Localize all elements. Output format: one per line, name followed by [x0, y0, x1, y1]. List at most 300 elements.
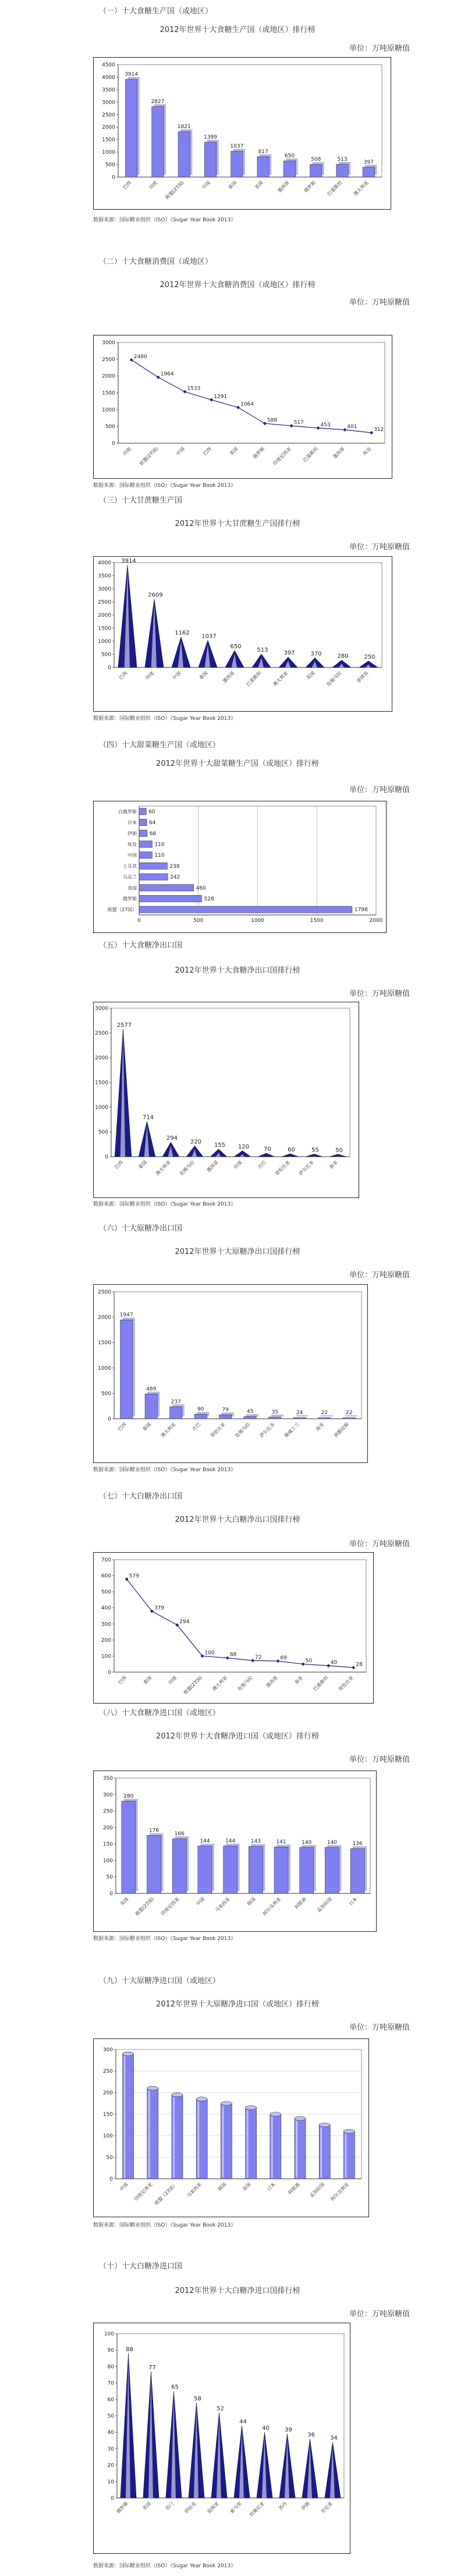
chart-title-4: 2012年世界十大甜菜糖生产国（或地区）排行榜	[155, 759, 320, 768]
x-tick-label: 日本	[266, 2182, 277, 2192]
y-tick-label: 20	[107, 2462, 114, 2469]
y-tick-label: 500	[105, 162, 115, 168]
unit-label-9: 单位：万吨原糖值	[349, 2023, 410, 2032]
x-tick-label: 澳大利亚	[211, 1675, 229, 1692]
bar	[145, 1394, 157, 1419]
x-tick-label: 印度尼西亚	[272, 446, 293, 467]
data-point	[327, 1664, 330, 1667]
data-point	[210, 398, 213, 402]
x-tick-label: 南非	[314, 1422, 325, 1432]
chart-title-3: 2012年世界十大甘蔗糖生产国排行榜	[175, 520, 300, 528]
source-note-5: 数据来源：国际糖业组织（ISO）《Sugar Year Book 2013》	[93, 1202, 236, 1207]
section-heading-9: （九）十大原糖净进口国（或地区）	[99, 1977, 221, 1985]
x-tick-label: 美国	[228, 446, 239, 457]
data-label: 280	[123, 1793, 134, 1800]
x-tick-label: 危地马拉	[178, 1160, 196, 1177]
bar-highlight	[320, 2128, 322, 2178]
bar-highlight	[148, 2091, 150, 2178]
x-tick-label: 美国	[119, 1896, 130, 1907]
chart-2-svg	[94, 335, 392, 478]
data-label: 35	[271, 1409, 278, 1415]
bar	[300, 1847, 314, 1893]
bar	[204, 142, 216, 177]
y-tick-label: 2000	[102, 125, 115, 131]
data-label: 2609	[148, 592, 163, 599]
unit-label-6: 单位：万吨原糖值	[349, 1271, 410, 1280]
data-label: 1037	[230, 143, 244, 150]
bar	[198, 1846, 212, 1893]
data-point	[317, 426, 320, 430]
section-heading-7: （七）十大白糖净出口国	[99, 1492, 183, 1501]
section-heading-8: （八）十大食糖净进口国（或地区）	[99, 1709, 221, 1718]
bar	[336, 164, 348, 177]
bar	[139, 895, 201, 902]
data-label: 370	[310, 651, 322, 658]
y-tick-label: 0	[108, 1670, 111, 1676]
data-label: 88	[229, 1652, 237, 1658]
x-tick-label: 墨西哥	[222, 670, 236, 684]
data-label: 50	[335, 1147, 343, 1154]
y-tick-label: 200	[102, 1825, 113, 1831]
data-label: 588	[267, 418, 278, 424]
x-tick-label: 俄罗斯	[251, 446, 266, 460]
section-heading-10: （十）十大白糖净进口国	[99, 2262, 183, 2271]
x-tick-label: 500	[193, 918, 204, 924]
y-tick-label: 50	[106, 1874, 113, 1881]
bar	[258, 1153, 275, 1157]
x-tick-label: 泰国	[198, 670, 209, 681]
bar	[194, 1414, 207, 1419]
y-tick-label: 500	[101, 1589, 111, 1596]
data-label: 1798	[354, 907, 368, 913]
y-tick-label: 0	[108, 665, 111, 671]
y-tick-label: 80	[107, 2364, 114, 2370]
chart-2	[93, 335, 392, 479]
x-tick-label: 斯威士兰	[283, 1422, 301, 1439]
bar	[363, 167, 374, 177]
data-label: 220	[190, 1139, 202, 1146]
source-note-3: 数据来源：国际糖业组织（ISO）《Sugar Year Book 2013》	[93, 716, 236, 722]
x-tick-label: 危地马拉	[236, 1675, 254, 1692]
data-label: 110	[154, 842, 165, 848]
x-tick-label: 美国	[305, 670, 316, 681]
bar	[139, 885, 194, 891]
data-label: 45	[247, 1409, 254, 1415]
data-label: 141	[276, 1839, 286, 1846]
data-label: 489	[146, 1386, 157, 1393]
data-point	[290, 424, 293, 427]
bar-highlight	[345, 2134, 346, 2178]
y-tick-label: 2500	[102, 356, 115, 363]
x-tick-label: 哥伦比亚	[209, 1422, 226, 1439]
chart-9	[93, 2038, 369, 2217]
y-tick-label: 100	[102, 1858, 113, 1864]
x-tick-label: 阿联酋	[287, 2182, 301, 2196]
x-tick-label: 巴基斯坦	[312, 1675, 329, 1692]
section-heading-1: （一）十大食糖生产国（或地区）	[99, 7, 213, 16]
data-point	[302, 1662, 305, 1666]
y-tick-label: 3000	[102, 100, 115, 106]
y-tick-label: 0	[111, 2496, 114, 2501]
data-point	[263, 422, 267, 425]
y-tick-label: 3000	[95, 1006, 108, 1012]
y-tick-label: 1000	[102, 150, 115, 156]
x-tick-label: 韩国	[217, 2182, 228, 2192]
bar-highlight	[124, 2056, 126, 2178]
x-tick-label: 巴基斯坦	[326, 180, 343, 197]
x-tick-label: 巴西	[118, 670, 129, 681]
x-tick-label: 1500	[310, 918, 324, 924]
y-tick-label: 0	[105, 1154, 108, 1160]
chart-9-svg	[94, 2039, 368, 2217]
data-label: 140	[327, 1839, 338, 1846]
data-label: 120	[238, 1143, 250, 1150]
bar-top	[343, 2129, 355, 2133]
y-tick-label: 1000	[102, 407, 115, 414]
data-label: 1291	[214, 394, 228, 400]
x-tick-label: 泰国	[137, 1160, 148, 1170]
data-label: 508	[311, 157, 321, 163]
bar	[178, 132, 190, 177]
data-point	[130, 358, 133, 362]
y-tick-label: 400	[101, 1605, 111, 1612]
bar	[139, 852, 152, 858]
x-tick-label: 哥伦比亚	[274, 1160, 291, 1177]
data-label: 401	[347, 423, 357, 430]
x-tick-label: 美国	[241, 2182, 252, 2192]
bar-top	[147, 2086, 158, 2090]
data-label: 1399	[204, 134, 218, 140]
y-tick-label: 土耳其	[123, 863, 137, 869]
chart-title-1: 2012年世界十大食糖生产国（或地区）排行榜	[159, 26, 316, 34]
bar	[120, 1320, 133, 1419]
bar	[274, 1847, 288, 1893]
y-tick-label: 500	[101, 1391, 111, 1397]
bar	[152, 107, 164, 177]
bar-highlight	[335, 1157, 340, 1158]
chart-title-7: 2012年世界十大白糖净出口国排行榜	[175, 1515, 300, 1524]
data-label: 28	[356, 1662, 363, 1668]
data-label: 1162	[175, 630, 190, 637]
y-tick-label: 1000	[98, 639, 111, 645]
y-tick-label: 1500	[102, 137, 115, 143]
x-tick-label: 澳大利亚	[159, 1422, 177, 1439]
y-tick-label: 0	[112, 175, 115, 181]
y-tick-label: 60	[107, 2397, 114, 2403]
data-label: 242	[170, 874, 180, 881]
y-tick-label: 300	[101, 1621, 111, 1628]
x-tick-label: 中国	[195, 1896, 206, 1907]
chart-title-5: 2012年世界十大食糖净出口国排行榜	[175, 966, 300, 975]
y-tick-label: 300	[102, 1792, 113, 1798]
bar	[318, 1418, 331, 1419]
plot-area	[114, 1560, 366, 1672]
data-label: 144	[225, 1838, 236, 1844]
data-label: 52	[217, 2405, 224, 2412]
section-heading-5: （五）十大食糖净出口国	[99, 941, 183, 950]
data-label: 250	[364, 653, 375, 660]
y-tick-label: 90	[107, 2348, 114, 2354]
bar	[269, 1417, 281, 1419]
x-tick-label: 欧盟(27国)	[164, 180, 185, 200]
bar	[139, 874, 168, 880]
y-tick-label: 白俄罗斯	[118, 809, 137, 815]
y-tick-label: 4000	[98, 560, 111, 566]
x-tick-label: 中国	[201, 180, 211, 190]
y-tick-label: 40	[107, 2430, 114, 2436]
data-label: 1821	[177, 123, 191, 130]
x-tick-label: 墨西哥	[332, 446, 346, 460]
chart-5	[93, 1002, 359, 1198]
data-label: 110	[154, 853, 165, 859]
x-tick-label: 印度	[148, 180, 159, 190]
data-label: 817	[258, 149, 268, 155]
data-label: 517	[293, 420, 304, 426]
data-label: 44	[239, 2418, 247, 2425]
chart-10	[93, 2323, 350, 2554]
unit-label-4: 单位：万吨原糖值	[349, 786, 410, 794]
bar-highlight	[296, 2121, 297, 2178]
x-tick-label: 印度	[167, 1675, 178, 1685]
bar-top	[246, 2105, 257, 2109]
y-tick-label: 500	[98, 1129, 108, 1136]
unit-label-2: 单位：万吨原糖值	[349, 298, 410, 307]
y-tick-label: 俄罗斯	[123, 896, 137, 902]
source-note-6: 数据来源：国际糖业组织（ISO）《Sugar Year Book 2013》	[93, 1467, 236, 1473]
x-tick-label: 中国	[171, 670, 182, 681]
bar-highlight	[222, 2106, 224, 2178]
bar	[257, 157, 269, 177]
source-note-1: 数据来源：国际糖业组织（ISO）《Sugar Year Book 2013》	[93, 217, 236, 223]
x-tick-label: 印度	[144, 670, 155, 681]
x-tick-label: 印度	[122, 446, 133, 457]
y-tick-label: 200	[101, 1637, 111, 1644]
data-label: 40	[331, 1659, 338, 1666]
y-tick-label: 3000	[98, 586, 111, 592]
data-label: 58	[194, 2395, 201, 2402]
data-label: 55	[311, 1147, 319, 1154]
x-tick-label: 孟加拉国	[309, 2182, 326, 2199]
data-point	[276, 1659, 279, 1663]
x-tick-label: 印度	[233, 1160, 243, 1170]
x-tick-label: 日本	[348, 1896, 359, 1907]
x-tick-label: 孟加拉国	[316, 1896, 333, 1914]
y-tick-label: 0	[109, 1891, 113, 1897]
data-label: 100	[204, 1650, 215, 1656]
x-tick-label: 马来西亚	[214, 1896, 232, 1914]
x-tick-label: 2000	[369, 918, 383, 924]
bar	[310, 164, 322, 177]
y-tick-label: 2500	[98, 1289, 111, 1295]
unit-label-1: 单位：万吨原糖值	[349, 44, 410, 53]
data-label: 34	[330, 2435, 338, 2442]
data-label: 36	[307, 2432, 315, 2439]
data-label: 294	[166, 1135, 178, 1142]
x-tick-label: 美国	[141, 2501, 152, 2511]
data-label: 460	[196, 885, 206, 892]
y-tick-label: 100	[102, 2133, 113, 2139]
data-label: 60	[148, 809, 155, 815]
y-tick-label: 100	[101, 1653, 111, 1660]
x-tick-label: 印度尼西亚	[133, 2182, 154, 2202]
x-tick-label: 马来西亚	[186, 2182, 203, 2199]
y-tick-label: 100	[104, 2331, 114, 2337]
y-tick-label: 日本	[127, 820, 137, 826]
y-tick-label: 1500	[95, 1080, 108, 1086]
data-label: 72	[255, 1655, 262, 1661]
data-label: 136	[352, 1841, 363, 1847]
y-tick-label: 4000	[102, 75, 115, 81]
y-tick-label: 4500	[102, 62, 115, 68]
x-tick-label: 俄罗斯	[115, 2501, 129, 2515]
data-label: 3914	[125, 72, 139, 78]
data-label: 1037	[201, 633, 217, 640]
x-tick-label: 俄罗斯	[303, 180, 317, 194]
data-label: 453	[320, 422, 331, 428]
data-label: 379	[154, 1605, 165, 1612]
unit-label-3: 单位：万吨原糖值	[349, 543, 410, 552]
x-tick-label: 埃及	[361, 446, 373, 457]
data-label: 60	[288, 1146, 295, 1153]
x-tick-label: 南非	[293, 1675, 304, 1685]
bar	[283, 161, 295, 177]
x-tick-label: 韩国	[246, 1896, 257, 1907]
series-line	[127, 1579, 354, 1667]
chart-3	[93, 556, 392, 712]
bar	[139, 830, 147, 836]
x-tick-label: 中国	[175, 446, 186, 457]
chart-10-svg	[94, 2323, 350, 2553]
data-label: 1064	[240, 401, 254, 408]
bar	[306, 1154, 322, 1157]
y-tick-label: 0	[112, 441, 115, 447]
y-tick-label: 1000	[95, 1105, 108, 1111]
data-label: 1533	[187, 386, 201, 392]
y-tick-label: 200	[102, 2090, 113, 2096]
bar	[343, 1418, 355, 1419]
data-label: 1947	[119, 1312, 133, 1319]
bar	[139, 819, 147, 825]
y-tick-label: 2500	[102, 112, 115, 118]
source-note-9: 数据来源：国际糖业组织（ISO）《Sugar Year Book 2013》	[93, 2222, 236, 2228]
source-note-8: 数据来源：国际糖业组织（ISO）《Sugar Year Book 2013》	[93, 1936, 236, 1942]
chart-8	[93, 1771, 377, 1932]
data-label: 513	[337, 156, 348, 162]
bar	[329, 1154, 346, 1157]
y-tick-label: 70	[107, 2380, 114, 2387]
x-tick-label: 墨西哥	[205, 1160, 219, 1174]
bar-highlight	[247, 2110, 249, 2178]
x-tick-label: 南非	[328, 1160, 339, 1170]
x-tick-label: 澳大利亚	[272, 670, 289, 688]
data-point	[183, 390, 187, 394]
data-label: 70	[264, 1146, 271, 1153]
x-tick-label: 洪都拉斯	[333, 1422, 350, 1439]
x-tick-label: 巴西	[202, 446, 212, 457]
unit-label-8: 单位：万吨原糖值	[349, 1755, 410, 1764]
x-tick-label: 欧盟（27国）	[154, 2182, 178, 2206]
x-tick-label: 也门	[164, 2501, 175, 2511]
x-tick-label: 古巴	[257, 1160, 267, 1170]
data-label: 312	[374, 427, 384, 433]
bar	[325, 1847, 339, 1893]
x-tick-label: 欧盟(27国)	[139, 446, 159, 467]
data-label: 2577	[116, 1022, 132, 1029]
data-label: 513	[257, 646, 268, 653]
chart-title-8: 2012年世界十大食糖净进口国（或地区）排行榜	[155, 1732, 320, 1741]
y-tick-label: 150	[102, 1842, 113, 1848]
y-tick-label: 50	[107, 2414, 114, 2419]
y-tick-label: 150	[102, 2112, 113, 2118]
x-tick-label: 澳大利亚	[352, 180, 370, 197]
y-tick-label: 1500	[102, 390, 115, 397]
x-tick-label: 美国	[253, 180, 264, 190]
data-label: 88	[126, 2346, 133, 2353]
x-tick-label: 阿联酋	[293, 1896, 308, 1910]
unit-label-7: 单位：万吨原糖值	[349, 1540, 410, 1549]
y-tick-label: 3500	[98, 573, 111, 579]
bar-top	[196, 2097, 207, 2101]
chart-6	[93, 1284, 368, 1463]
section-heading-4: （四）十大甜菜糖生产国（或地区）	[99, 741, 221, 750]
bar	[139, 906, 352, 913]
data-label: 238	[169, 863, 180, 870]
x-tick-label: 萨尔瓦多	[258, 1422, 276, 1439]
y-tick-label: 2500	[98, 599, 111, 606]
x-tick-label: 危地马拉	[234, 1422, 251, 1439]
unit-label-10: 单位：万吨原糖值	[349, 2310, 410, 2319]
y-tick-label: 伊朗	[127, 831, 137, 836]
bar	[125, 79, 137, 177]
section-heading-2: （二）十大食糖消费国（或地区）	[99, 257, 213, 266]
y-tick-label: 2000	[98, 613, 111, 619]
x-tick-label: 萨尔瓦多	[297, 1160, 315, 1177]
y-tick-label: 30	[107, 2446, 114, 2453]
bar	[282, 1154, 299, 1157]
x-tick-label: 泰国	[141, 1422, 153, 1432]
data-point	[236, 406, 240, 409]
x-tick-label: 0	[137, 918, 141, 924]
y-tick-label: 美国	[127, 885, 137, 891]
bar	[244, 1416, 256, 1419]
data-label: 140	[302, 1839, 312, 1846]
y-tick-label: 50	[106, 2155, 113, 2161]
bar	[122, 1801, 136, 1893]
x-tick-label: 阿尔及利亚	[329, 2182, 350, 2202]
data-label: 50	[305, 1658, 313, 1665]
x-tick-label: 菲律宾	[356, 670, 370, 684]
bar	[147, 1835, 161, 1893]
y-tick-label: 2000	[98, 1314, 111, 1321]
x-tick-label: 中国	[118, 2182, 129, 2192]
x-tick-label: 叙利亚	[206, 2501, 220, 2515]
x-tick-label: 坦桑尼亚	[248, 2501, 265, 2518]
bar-highlight	[271, 2116, 273, 2178]
data-label: 90	[197, 1407, 204, 1413]
y-tick-label: 埃及	[127, 842, 137, 847]
bar	[293, 1418, 306, 1419]
data-label: 24	[296, 1409, 303, 1416]
data-label: 77	[148, 2364, 156, 2371]
x-tick-label: 巴基斯坦	[245, 670, 263, 688]
y-tick-label: 600	[101, 1573, 111, 1579]
x-tick-label: 哥伦比亚	[337, 1675, 355, 1692]
data-label: 397	[363, 159, 374, 165]
y-tick-label: 300	[102, 2047, 113, 2053]
y-tick-label: 250	[102, 2069, 113, 2075]
data-label: 68	[149, 831, 157, 837]
chart-4-svg	[94, 801, 386, 932]
